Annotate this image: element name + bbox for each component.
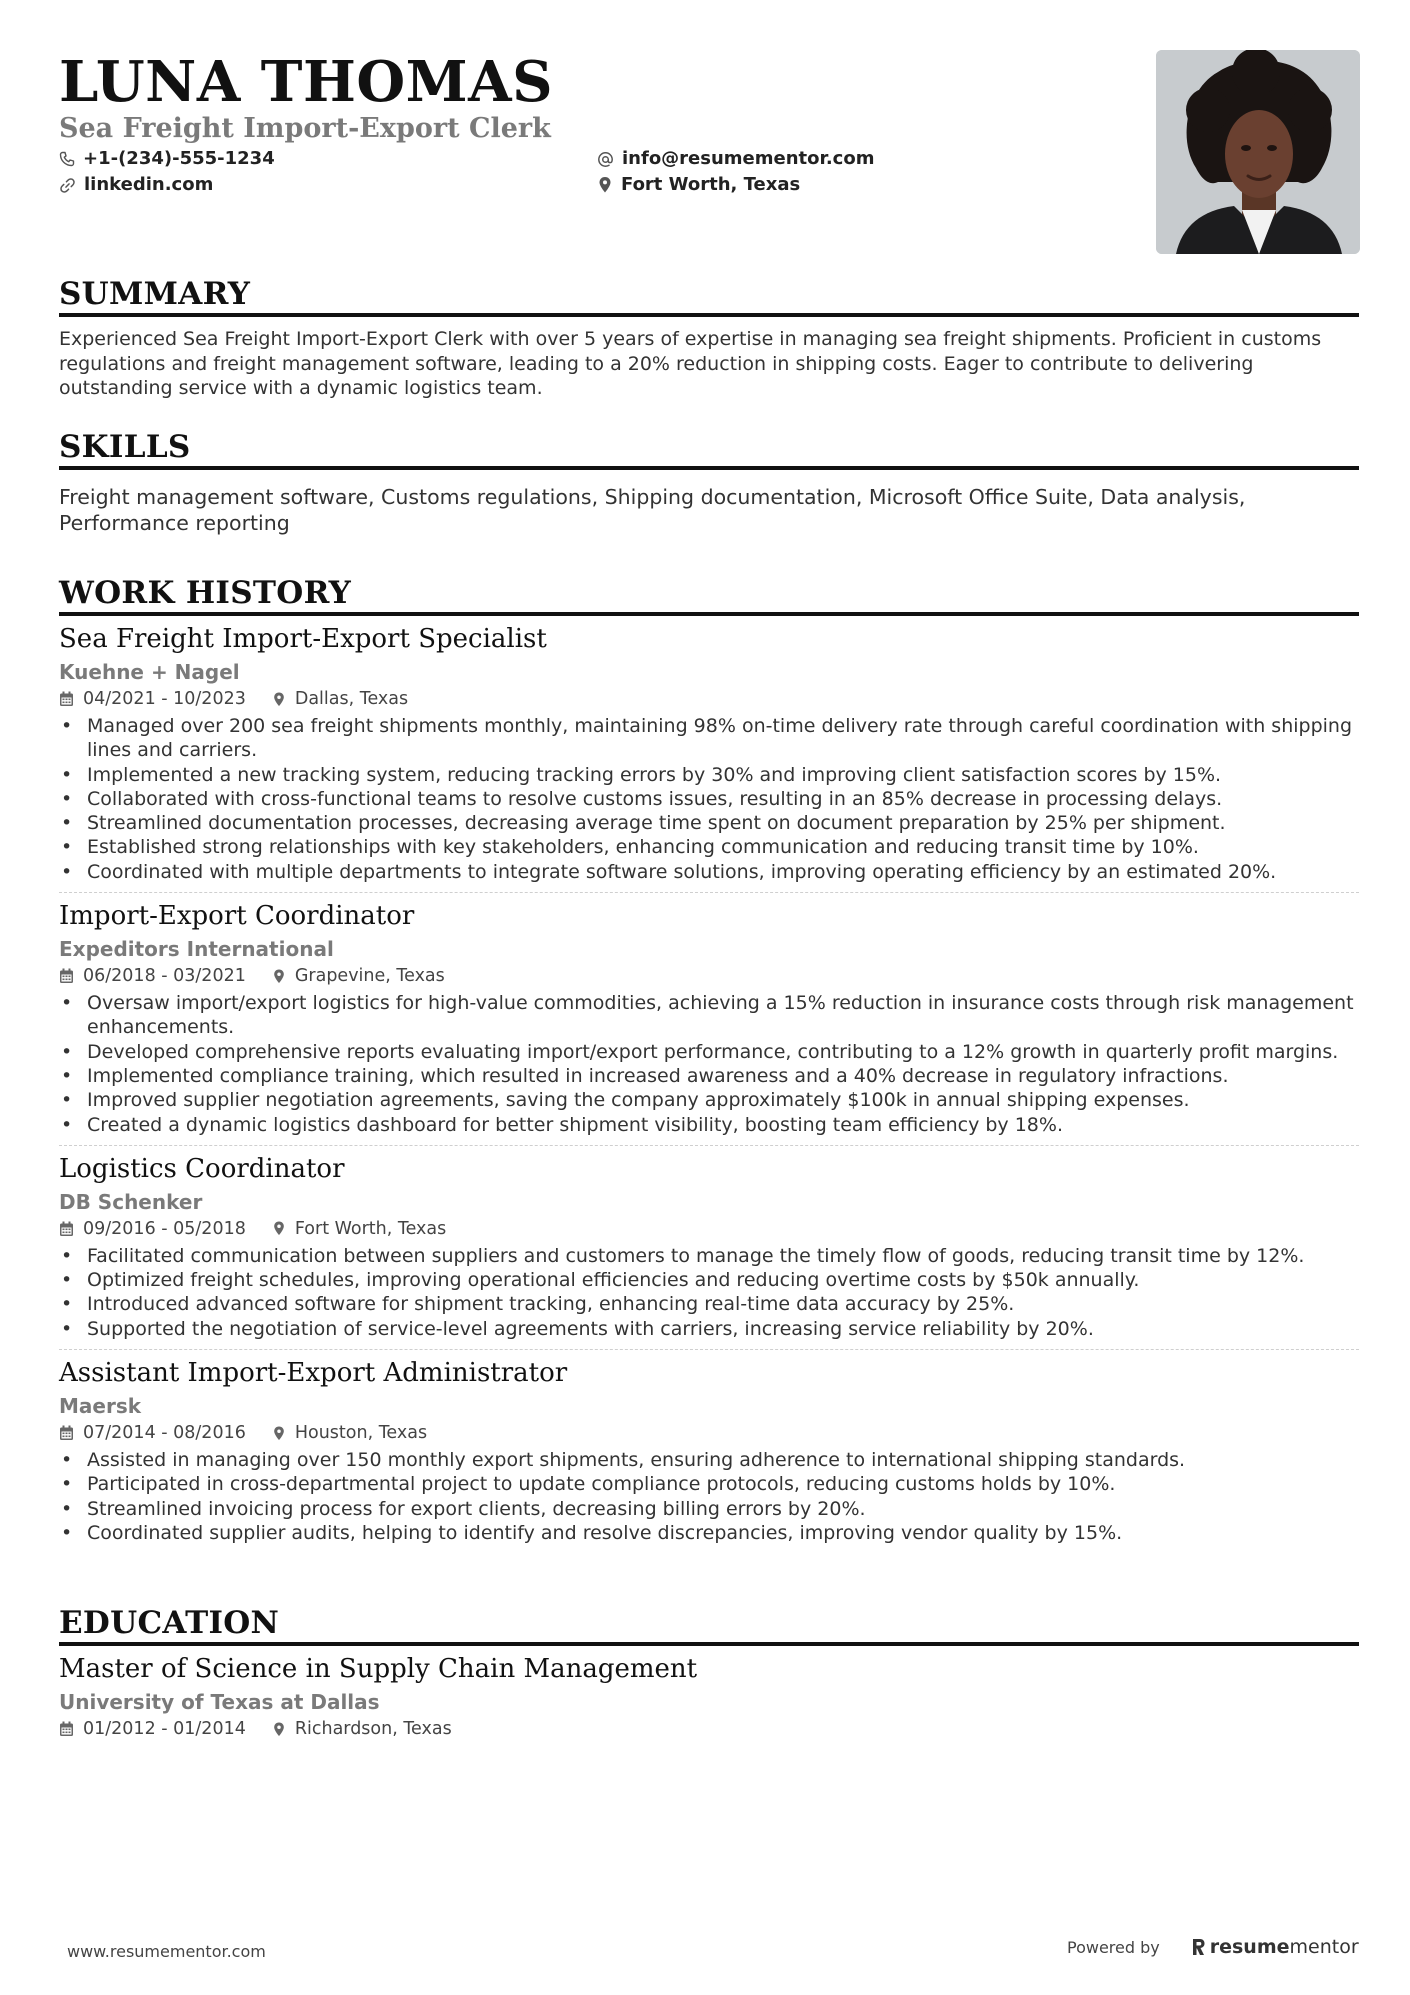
summary-text: Experienced Sea Freight Import-Export Clerk with over 5 years of expertise in managing sea freight shipments. Proficient in customs regulations and freight management software, leading to a 20% reduction in shipping costs. Eager to contribute to delivering outstanding service with a dynamic logistics team. [59, 328, 1322, 399]
job-bullets [59, 1448, 1359, 1545]
portrait-image [1156, 50, 1360, 254]
job-dates-text: 07/2014 - 08/2016 [83, 1423, 246, 1444]
resumementor-logo-icon [1190, 1937, 1206, 1957]
footer-website[interactable]: www.resumementor.com [67, 1942, 266, 1961]
profile-photo [1156, 50, 1360, 254]
location-pin-icon [597, 176, 613, 194]
calendar-icon [59, 691, 74, 707]
location-pin-icon [272, 1721, 286, 1738]
company-name: Expeditors International [59, 937, 334, 962]
summary-heading: SUMMARY [59, 275, 1359, 317]
list-item: • Coordinated supplier audits, helping to identify and resolve discrepancies, improving vendor quality by 15%. [59, 1521, 1359, 1545]
job-title: Import-Export Coordinator [59, 901, 415, 932]
list-item: • Assisted in managing over 150 monthly export shipments, ensuring adherence to international shipping standards. [59, 1448, 1359, 1472]
powered-by-text: Powered by [1067, 1937, 1160, 1957]
list-item: • Improved supplier negotiation agreements, saving the company approximately $100k in annual shipping expenses. [59, 1088, 1359, 1112]
candidate-role: Sea Freight Import-Export Clerk [59, 113, 551, 144]
work-history-section [59, 574, 1359, 1545]
location-pin-icon [272, 968, 286, 985]
job-location-text: Dallas, Texas [294, 689, 409, 709]
job-bullets [59, 1244, 1359, 1341]
job-location-text: Fort Worth, Texas [294, 1218, 447, 1239]
location-text: Fort Worth, Texas [621, 174, 801, 195]
job-bullets [59, 991, 1359, 1137]
job-title: Assistant Import-Export Administrator [59, 1358, 568, 1389]
job-entry [59, 1356, 1359, 1545]
job-title: Sea Freight Import-Export Specialist [59, 624, 547, 654]
school-name: University of Texas at Dallas [59, 1690, 380, 1714]
job-meta [59, 1420, 1359, 1446]
job-divider [59, 1349, 1359, 1350]
list-item: • Streamlined documentation processes, decreasing average time spent on document preparation by 25% per shipment. [59, 811, 1359, 835]
job-meta [59, 963, 1359, 989]
job-dates [59, 686, 246, 712]
linkedin-contact[interactable] [59, 172, 213, 198]
footer-branding [1067, 1936, 1359, 1958]
job-divider [59, 892, 1359, 893]
skills-section [59, 428, 1359, 536]
summary-section [59, 275, 1359, 401]
job-location [272, 686, 408, 712]
list-item: • Coordinated with multiple departments to integrate software solutions, improving operating efficiency by an estimated 20%. [59, 860, 1359, 884]
job-entry [59, 622, 1359, 893]
email-contact[interactable] [597, 146, 874, 172]
skills-heading: SKILLS [59, 428, 1359, 470]
education-location [272, 1716, 452, 1742]
job-dates [59, 963, 246, 989]
job-title: Logistics Coordinator [59, 1153, 345, 1184]
location-pin-icon [272, 1220, 286, 1237]
brand-name-light: mentor [1289, 1936, 1359, 1958]
calendar-icon [59, 1425, 74, 1441]
education-section [59, 1604, 1359, 1742]
job-location [272, 963, 445, 989]
list-item: • Developed comprehensive reports evaluating import/export performance, contributing to a 12% growth in quarterly profit margins. [59, 1040, 1359, 1064]
calendar-icon [59, 1721, 74, 1737]
job-location-text: Houston, Texas [294, 1423, 428, 1444]
list-item: • Implemented a new tracking system, reducing tracking errors by 30% and improving client satisfaction scores by 15%. [59, 763, 1359, 787]
job-bullets [59, 714, 1359, 884]
list-item: • Optimized freight schedules, improving operational efficiencies and reducing overtime costs by $50k annually. [59, 1268, 1359, 1292]
brand-name-bold: resume [1209, 1936, 1290, 1958]
job-dates [59, 1420, 246, 1446]
candidate-name: LUNA THOMAS [59, 49, 554, 115]
list-item: • Supported the negotiation of service-level agreements with carriers, increasing service reliability by 20%. [59, 1317, 1359, 1341]
list-item: • Established strong relationships with key stakeholders, enhancing communication and reducing transit time by 10%. [59, 835, 1359, 859]
job-location [272, 1216, 446, 1242]
company-name: Kuehne + Nagel [59, 660, 240, 684]
education-heading: EDUCATION [59, 1604, 1359, 1646]
job-divider [59, 1145, 1359, 1146]
education-entry [59, 1652, 1359, 1742]
job-entry [59, 1152, 1359, 1350]
list-item: • Streamlined invoicing process for export clients, decreasing billing errors by 20%. [59, 1497, 1359, 1521]
job-dates-text: 06/2018 - 03/2021 [83, 966, 246, 987]
job-dates-text: 04/2021 - 10/2023 [83, 689, 246, 709]
job-entry [59, 899, 1359, 1146]
company-name: Maersk [59, 1394, 142, 1419]
list-item: • Created a dynamic logistics dashboard for better shipment visibility, boosting team efficiency by 18%. [59, 1113, 1359, 1137]
job-dates [59, 1216, 246, 1242]
job-meta [59, 1216, 1359, 1242]
job-location-text: Grapevine, Texas [294, 966, 445, 987]
linkedin-text[interactable]: linkedin.com [84, 174, 214, 195]
list-item: • Collaborated with cross-functional teams to resolve customs issues, resulting in an 85% decrease in processing delays. [59, 787, 1359, 811]
list-item: • Implemented compliance training, which resulted in increased awareness and a 40% decrease in regulatory infractions. [59, 1064, 1359, 1088]
education-dates-text: 01/2012 - 01/2014 [83, 1719, 246, 1739]
location-contact [597, 172, 800, 198]
link-icon [59, 177, 76, 194]
email-text[interactable]: info@resumementor.com [622, 148, 875, 169]
skills-text: Freight management software, Customs regulations, Shipping documentation, Microsoft Office Suite, Data analysis, Performance reporting [59, 485, 1246, 535]
calendar-icon [59, 1221, 74, 1237]
list-item: • Participated in cross-departmental project to update compliance protocols, reducing customs holds by 10%. [59, 1472, 1359, 1496]
location-pin-icon [272, 1425, 286, 1442]
phone-text: +1-(234)-555-1234 [83, 148, 275, 169]
job-location [272, 1420, 427, 1446]
phone-contact [59, 146, 275, 172]
list-item: • Managed over 200 sea freight shipments monthly, maintaining 98% on-time delivery rate through careful coordination with shipping lines and carriers. [59, 714, 1359, 763]
education-meta [59, 1716, 1359, 1742]
degree-title: Master of Science in Supply Chain Management [59, 1654, 698, 1684]
company-name: DB Schenker [59, 1189, 203, 1214]
location-pin-icon [272, 691, 286, 708]
education-location-text: Richardson, Texas [294, 1719, 452, 1739]
list-item: • Oversaw import/export logistics for high-value commodities, achieving a 15% reduction in insurance costs through risk management enhancements. [59, 991, 1359, 1040]
at-icon [597, 151, 614, 168]
brand-logo[interactable] [1190, 1936, 1359, 1958]
calendar-icon [59, 968, 74, 984]
list-item: • Introduced advanced software for shipment tracking, enhancing real-time data accuracy by 25%. [59, 1292, 1359, 1316]
list-item: • Facilitated communication between suppliers and customers to manage the timely flow of goods, reducing transit time by 12%. [59, 1244, 1359, 1268]
education-dates [59, 1716, 246, 1742]
phone-icon [59, 151, 75, 167]
work-history-heading: WORK HISTORY [59, 574, 1359, 616]
job-dates-text: 09/2016 - 05/2018 [83, 1218, 246, 1239]
job-meta [59, 686, 1359, 712]
